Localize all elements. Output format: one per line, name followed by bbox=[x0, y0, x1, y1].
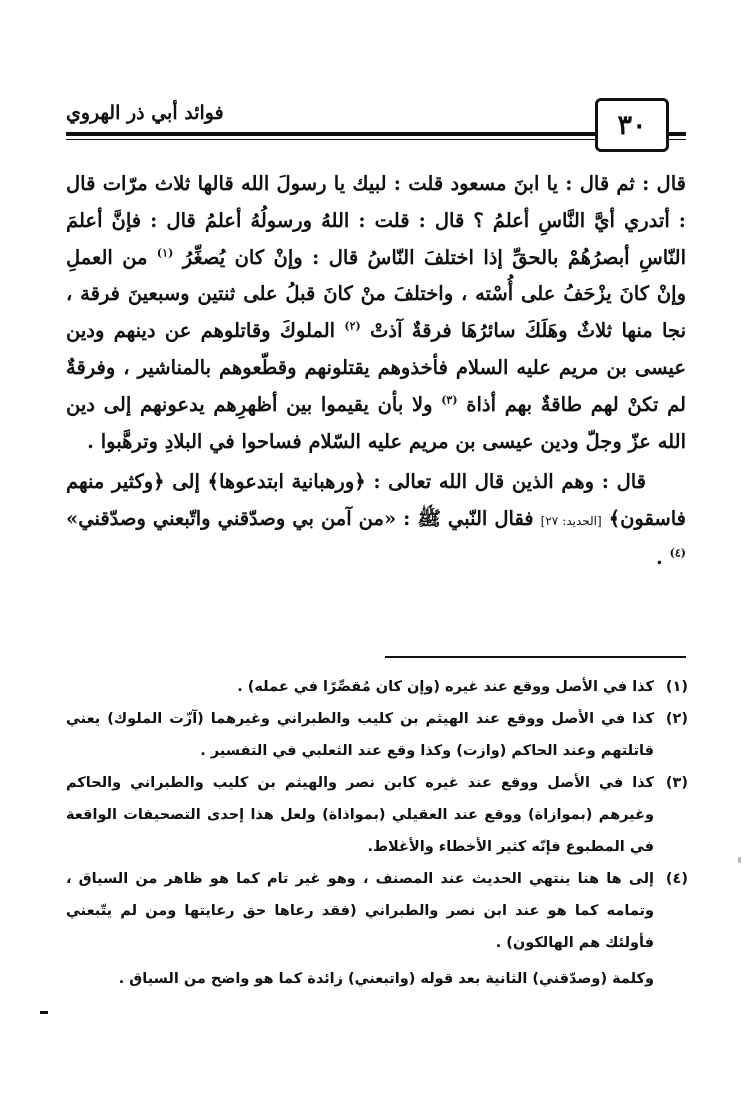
footnote-1 bbox=[66, 671, 688, 703]
footnote-text: كذا في الأصل ووقع عند غيره (وإن كان مُقصِّرًا في عمله) . bbox=[237, 679, 654, 695]
footnote-ref-4[interactable]: (٤) bbox=[669, 546, 686, 560]
paragraph-1-part-2: من العملِ وإنْ كانَ يزْحَفُ على أُسْته ، واختلفَ منْ كانَ قبلُ على ثنتين وسبعينَ فرقة ، نجا منها ثلاثٌ وهَلَكَ سائرُهَا فرقةٌ آذتْ bbox=[66, 245, 686, 343]
paragraph-2-part-2: فقال النّبي ﷺ : «من آمن بي وصدّقني واتّبعني وصدّقني» bbox=[66, 507, 534, 531]
footnote-text: كذا في الأصل ووقع عند غيره كابن نصر والهيثم بن كليب والطبراني والحاكم وغيرهم (بموازاة) ووقع عند العقيلي (بمواذاة) ولعل هذا إحدى التصحيفات الواقعة في المطبوع فإنّه كثير الأخطاء والأغلاط. bbox=[66, 775, 654, 855]
paragraph-2-end: . bbox=[656, 545, 663, 569]
footnote-number: (١) bbox=[665, 679, 688, 695]
page-number: ٣٠ bbox=[595, 98, 669, 152]
footnote-number: (٢) bbox=[665, 711, 688, 727]
footnote-ref-3[interactable]: (٣) bbox=[441, 393, 458, 407]
footnote-ref-1[interactable]: (١) bbox=[156, 246, 174, 260]
footnote-number: (٣) bbox=[665, 775, 688, 791]
footnote-3 bbox=[66, 767, 688, 863]
paragraph-2 bbox=[66, 464, 686, 576]
paragraph-1-part-3: الملوكَ وقاتلوهم عن دينهم ودين عيسى بن مريم عليه السلام فأخذوهم يقتلونهم وقطّعوهم بالمناشير ، وفرقةٌ لم تكنْ لهم طاقةٌ بهم أذاة bbox=[66, 319, 686, 416]
book-title: فوائد أبي ذر الهروي bbox=[66, 102, 224, 124]
header-rule-thick bbox=[66, 132, 686, 136]
footnote-note: وكلمة (وصدّقني) الثانية بعد قوله (واتبعني) زائدة كما هو واضح من السياق . bbox=[118, 971, 654, 987]
paragraph-1-part-1: قال : ثم قال : يا ابنَ مسعود قلت : لبيك يا رسولَ الله قالها ثلاث مرّات قال : أتدري أيَّ النَّاسِ أعلمُ ؟ قال : قلت : اللهُ ورسولُهُ أعلمُ قال : فإنَّ أعلمَ النّاسِ أبصرُهُمْ بالحقِّ إذا اختلفَ النّاسُ قال : وإنْ كان يُصغِّرُ bbox=[66, 172, 686, 269]
footnote-separator bbox=[385, 656, 686, 658]
footnote-ref-2[interactable]: (٢) bbox=[344, 319, 361, 333]
quran-citation: [الحديد: ٢٧] bbox=[540, 514, 602, 529]
footnote-2 bbox=[66, 703, 688, 767]
page-header bbox=[66, 92, 686, 150]
footnotes bbox=[66, 671, 688, 995]
paragraph-2-part-1: قال : وهم الذين قال الله تعالى : ﴿ورهبانية ابتدعوها﴾ إلى ﴿وكثير منهم فاسقون﴾ bbox=[66, 470, 686, 531]
footnote-number: (٤) bbox=[665, 871, 688, 887]
footnote-4 bbox=[66, 863, 688, 959]
margin-mark bbox=[40, 1011, 48, 1014]
header-rule-thin bbox=[66, 139, 686, 140]
main-text bbox=[66, 166, 686, 577]
paragraph-1 bbox=[66, 166, 686, 460]
scan-artifact bbox=[738, 857, 741, 863]
paragraph-1-part-4: ولا بأن يقيموا بين أظهرِهم يدعونهم إلى دين الله عزّ وجلّ ودين عيسى بن مريم عليه السّلام فساحوا في البلادِ وترهَّبوا . bbox=[66, 392, 686, 453]
footnote-text: إلى ها هنا ينتهي الحديث عند المصنف ، وهو غير تام كما هو ظاهر من السياق ، وتمامه كما هو عند ابن نصر والطبراني (فقد رعاها حق رعايتها ومن لم يتّبعني فأولئك هم الهالكون) . bbox=[66, 871, 654, 951]
footnote-text: كذا في الأصل ووقع عند الهيثم بن كليب والطبراني وغيرهما (آزّت الملوك) يعني قاتلتهم وعند الحاكم (وازت) وكذا وقع عند الثعلبي في التفسير . bbox=[66, 711, 654, 759]
